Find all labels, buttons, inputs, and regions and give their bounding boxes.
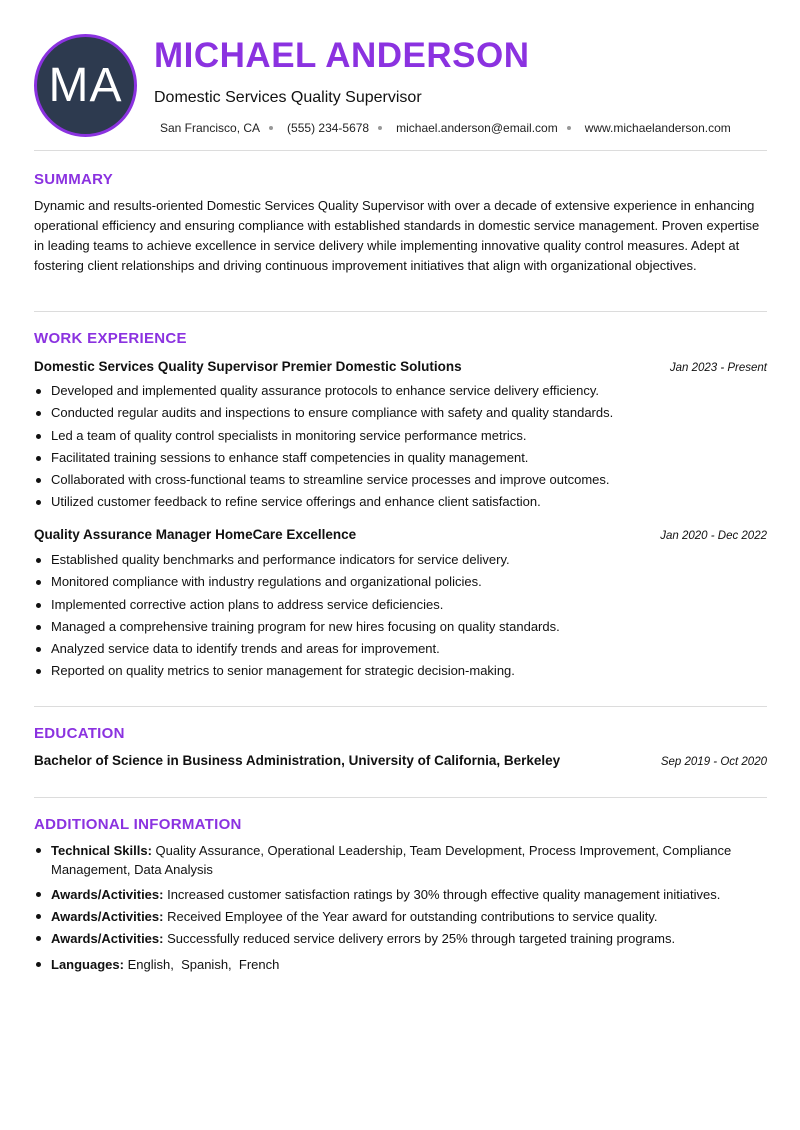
job-dates: Jan 2023 - Present [669,362,767,374]
section-divider [34,797,767,798]
education-heading: EDUCATION [34,725,125,742]
contact-email-text: michael.anderson@email.com [396,121,558,135]
job-header [34,527,767,542]
resume-header [0,0,800,150]
list-item: Collaborated with cross-functional teams to streamline service processes and improve outcomes. [34,469,767,491]
item-label: Technical Skills: [51,843,152,858]
summary-text: Dynamic and results-oriented Domestic Services Quality Supervisor with over a decade of extensive experience in enhancing operational efficiency and ensuring compliance with established standards in domestic service management. Proven expertise in leading teams to achieve excellence in service delivery while implementing innovative quality control measures. Adept at fostering client relationships and driving continuous improvement initiatives that align with organizational objectives. [34,198,760,273]
education-dates: Sep 2019 - Oct 2020 [660,756,767,768]
education-entry [34,753,767,768]
list-item: Conducted regular audits and inspections to ensure compliance with safety and quality standards. [34,402,767,424]
contact-phone-text: (555) 234-5678 [287,121,370,135]
item-text: Received Employee of the Year award for outstanding contributions to service quality. [167,909,658,924]
list-item: Led a team of quality control specialists in monitoring service performance metrics. [34,425,767,447]
additional-info-list [34,841,767,974]
job-bullets [34,380,767,514]
item-label: Awards/Activities: [51,887,164,902]
contact-phone [287,121,396,135]
additional-info-heading: ADDITIONAL INFORMATION [34,816,242,833]
item-text: English, Spanish, French [127,957,280,972]
contact-email [396,121,585,135]
job-title: Quality Assurance Manager HomeCare Excellence [34,527,357,542]
separator-dot [269,126,273,130]
list-item: Managed a comprehensive training program for new hires focusing on quality standards. [34,616,767,638]
job-header [34,359,767,374]
separator-dot [567,126,571,130]
list-item: Established quality benchmarks and performance indicators for service delivery. [34,549,767,571]
item-text: Quality Assurance, Operational Leadership, Team Development, Process Improvement, Compliance Management, Data Analysis [51,843,732,877]
avatar [34,34,137,137]
list-item [34,885,767,904]
item-text: Successfully reduced service delivery errors by 25% through targeted training programs. [167,931,676,946]
section-divider [34,311,767,312]
list-item: Implemented corrective action plans to address service deficiencies. [34,594,767,616]
contact-bar [160,121,731,135]
list-item: Developed and implemented quality assurance protocols to enhance service delivery efficiency. [34,380,767,402]
candidate-role: Domestic Services Quality Supervisor [154,89,422,106]
item-label: Awards/Activities: [51,909,164,924]
item-label: Languages: [51,957,124,972]
avatar-initials: MA [48,59,123,112]
contact-location-text: San Francisco, CA [160,121,261,135]
list-item: Monitored compliance with industry regulations and organizational policies. [34,571,767,593]
section-divider [34,150,767,151]
list-item [34,929,767,948]
list-item: Reported on quality metrics to senior management for strategic decision-making. [34,660,767,682]
job-bullets [34,549,767,683]
job-dates: Jan 2020 - Dec 2022 [660,530,767,542]
summary-heading: SUMMARY [34,171,114,188]
list-item: Facilitated training sessions to enhance staff competencies in quality management. [34,447,767,469]
list-item [34,841,767,879]
candidate-name: MICHAEL ANDERSON [154,36,530,75]
list-item [34,955,767,974]
section-divider [34,706,767,707]
list-item [34,907,767,926]
list-item: Analyzed service data to identify trends and areas for improvement. [34,638,767,660]
separator-dot [378,126,382,130]
job-title: Domestic Services Quality Supervisor Premier Domestic Solutions [34,359,462,374]
contact-website-text: www.michaelanderson.com [584,121,731,135]
work-experience-heading: WORK EXPERIENCE [34,330,187,347]
degree: Bachelor of Science in Business Administration, University of California, Berkeley [34,753,561,768]
list-item: Utilized customer feedback to refine service offerings and enhance client satisfaction. [34,491,767,513]
contact-location [160,121,287,135]
item-text: Increased customer satisfaction ratings by 30% through effective quality management initiatives. [167,887,721,902]
contact-website [585,121,731,135]
item-label: Awards/Activities: [51,931,164,946]
